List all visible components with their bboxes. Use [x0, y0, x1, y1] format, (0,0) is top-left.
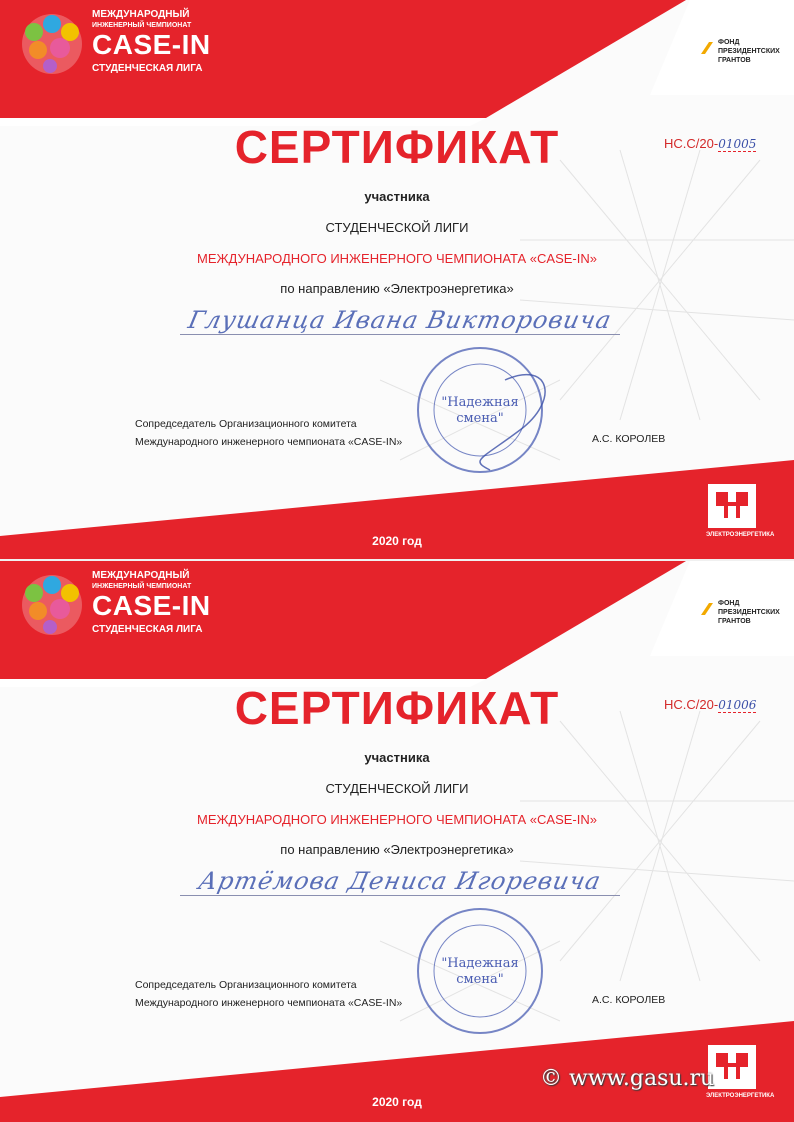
logo-line-2: ИНЖЕНЕРНЫЙ ЧЕМПИОНАТ — [92, 22, 192, 29]
chair-title: Сопредседатель Организационного комитета Международного инженерного чемпионата «CASE-IN» — [135, 418, 403, 448]
stamp-text-line-1: "Надежная — [441, 956, 519, 971]
logo-line-1: МЕЖДУНАРОДНЫЙ — [92, 9, 190, 20]
stamp-text-line-2: смена" — [456, 411, 504, 426]
league-label: СТУДЕНЧЕСКОЙ ЛИГИ — [325, 781, 469, 796]
official-stamp-icon — [410, 340, 550, 480]
direction-label: по направлению «Электроэнергетика» — [280, 842, 514, 857]
fund-label: ФОНД ПРЕЗИДЕНТСКИХ ГРАНТОВ — [718, 39, 780, 64]
certificate-2 — [0, 561, 794, 1122]
direction-label: по направлению «Электроэнергетика» — [280, 281, 514, 296]
chair-title: Сопредседатель Организационного комитета Международного инженерного чемпионата «CASE-IN» — [135, 979, 403, 1009]
championship-label: МЕЖДУНАРОДНОГО ИНЖЕНЕРНОГО ЧЕМПИОНАТА «CASE-IN» — [197, 812, 597, 827]
stamp-text-line-2: смена" — [456, 972, 504, 987]
certificate-number-handwritten: 01006 — [718, 698, 757, 712]
participant-label: участника — [364, 189, 430, 204]
certificate-title: СЕРТИФИКАТ — [234, 682, 560, 734]
case-in-brain-logo-icon — [12, 567, 92, 647]
recipient-name: Глушанца Ивана Викторовича — [185, 306, 615, 334]
category-label: ЭЛЕКТРОЭНЕРГЕТИКА — [706, 532, 775, 538]
recipient-name-field — [180, 867, 620, 896]
logo-line-4: СТУДЕНЧЕСКАЯ ЛИГА — [92, 624, 203, 635]
certificate-number: НС.С/20-01005 — [664, 136, 757, 151]
league-label: СТУДЕНЧЕСКОЙ ЛИГИ — [325, 220, 469, 235]
logo-line-1: МЕЖДУНАРОДНЫЙ — [92, 570, 190, 581]
logo-line-3: CASE-IN — [92, 29, 211, 60]
fund-logo-icon — [699, 40, 715, 56]
participant-label: участника — [364, 750, 430, 765]
logo-line-3: CASE-IN — [92, 590, 211, 621]
certificate-title: СЕРТИФИКАТ — [234, 121, 560, 173]
fund-logo-icon — [699, 601, 715, 617]
electro-energy-logo-icon — [708, 1045, 756, 1089]
certificate-year: 2020 год — [372, 1095, 422, 1109]
certificate-year: 2020 год — [372, 534, 422, 548]
recipient-name-field — [180, 306, 620, 335]
signatory-name: А.С. КОРОЛЕВ — [592, 433, 666, 445]
recipient-name: Артёмова Дениса Игоревича — [196, 867, 604, 895]
certificate-number-handwritten: 01005 — [718, 137, 757, 151]
case-in-brain-logo-icon — [12, 6, 92, 86]
official-stamp-icon — [410, 901, 550, 1041]
category-label: ЭЛЕКТРОЭНЕРГЕТИКА — [706, 1093, 775, 1099]
fund-label: ФОНД ПРЕЗИДЕНТСКИХ ГРАНТОВ — [718, 600, 780, 625]
stamp-text-line-1: "Надежная — [441, 395, 519, 410]
certificate-number: НС.С/20-01006 — [664, 697, 757, 712]
watermark: © www.gasu.ru — [540, 1066, 715, 1091]
championship-label: МЕЖДУНАРОДНОГО ИНЖЕНЕРНОГО ЧЕМПИОНАТА «CASE-IN» — [197, 251, 597, 266]
signatory-name: А.С. КОРОЛЕВ — [592, 994, 666, 1006]
logo-line-4: СТУДЕНЧЕСКАЯ ЛИГА — [92, 63, 203, 74]
electro-energy-logo-icon — [708, 484, 756, 528]
logo-line-2: ИНЖЕНЕРНЫЙ ЧЕМПИОНАТ — [92, 583, 192, 590]
